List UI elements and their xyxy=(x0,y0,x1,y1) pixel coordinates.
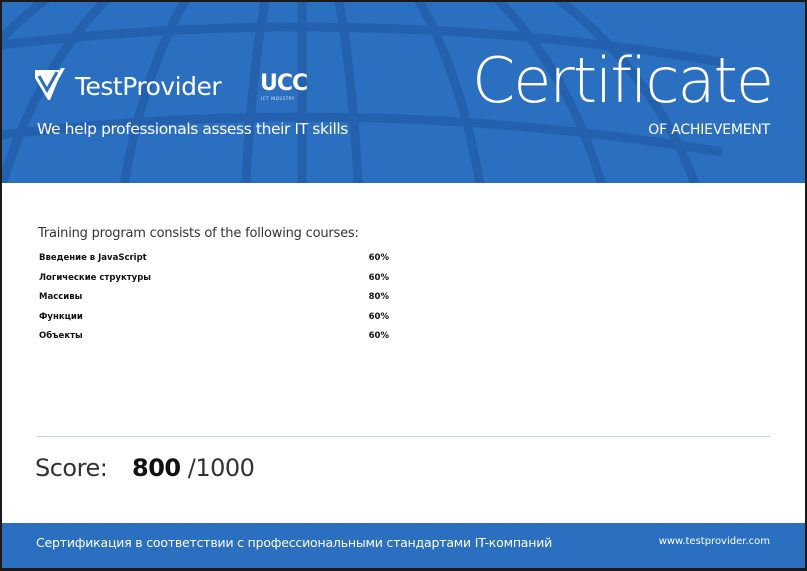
course-list xyxy=(39,253,389,351)
divider xyxy=(37,436,770,437)
course-row xyxy=(39,292,389,312)
ucc-logo-text: UCC xyxy=(260,71,308,96)
course-score: 60% xyxy=(368,272,389,283)
course-score: 60% xyxy=(368,331,389,341)
course-name: Объекты xyxy=(39,331,83,341)
course-row xyxy=(39,253,389,273)
certificate-title: Certificate xyxy=(471,44,772,117)
score-value: 800 xyxy=(132,454,181,482)
certificate-subtitle: OF ACHIEVEMENT xyxy=(648,122,770,138)
course-row xyxy=(39,273,389,293)
ucc-logo-subtext: ICT INDUSTRY xyxy=(261,96,295,101)
course-name: Логические структуры xyxy=(39,272,151,283)
footer-url[interactable]: www.testprovider.com xyxy=(658,536,770,547)
certificate-header xyxy=(2,2,805,183)
course-row xyxy=(39,331,389,351)
course-score: 80% xyxy=(368,292,389,302)
course-name: Массивы xyxy=(39,292,83,302)
brand-name: TestProvider xyxy=(75,71,222,101)
courses-intro: Training program consists of the following courses: xyxy=(38,226,359,241)
checkmark-logo-icon xyxy=(35,68,65,104)
course-score: 60% xyxy=(368,253,389,263)
testprovider-logo xyxy=(35,68,221,104)
footer-text: Сертификация в соответствии с профессиональными стандартами IT-компаний xyxy=(36,535,553,550)
score-max: /1000 xyxy=(187,454,255,482)
course-name: Введение в JavaScript xyxy=(39,253,147,263)
total-score xyxy=(35,454,254,482)
score-label: Score: xyxy=(35,454,108,482)
course-name: Функции xyxy=(39,311,83,322)
ucc-partner-logo xyxy=(260,72,320,106)
course-score: 60% xyxy=(368,311,389,322)
certificate-footer xyxy=(2,523,805,568)
tagline: We help professionals assess their IT skills xyxy=(37,120,348,138)
course-row xyxy=(39,312,389,332)
certificate-page xyxy=(2,2,805,568)
